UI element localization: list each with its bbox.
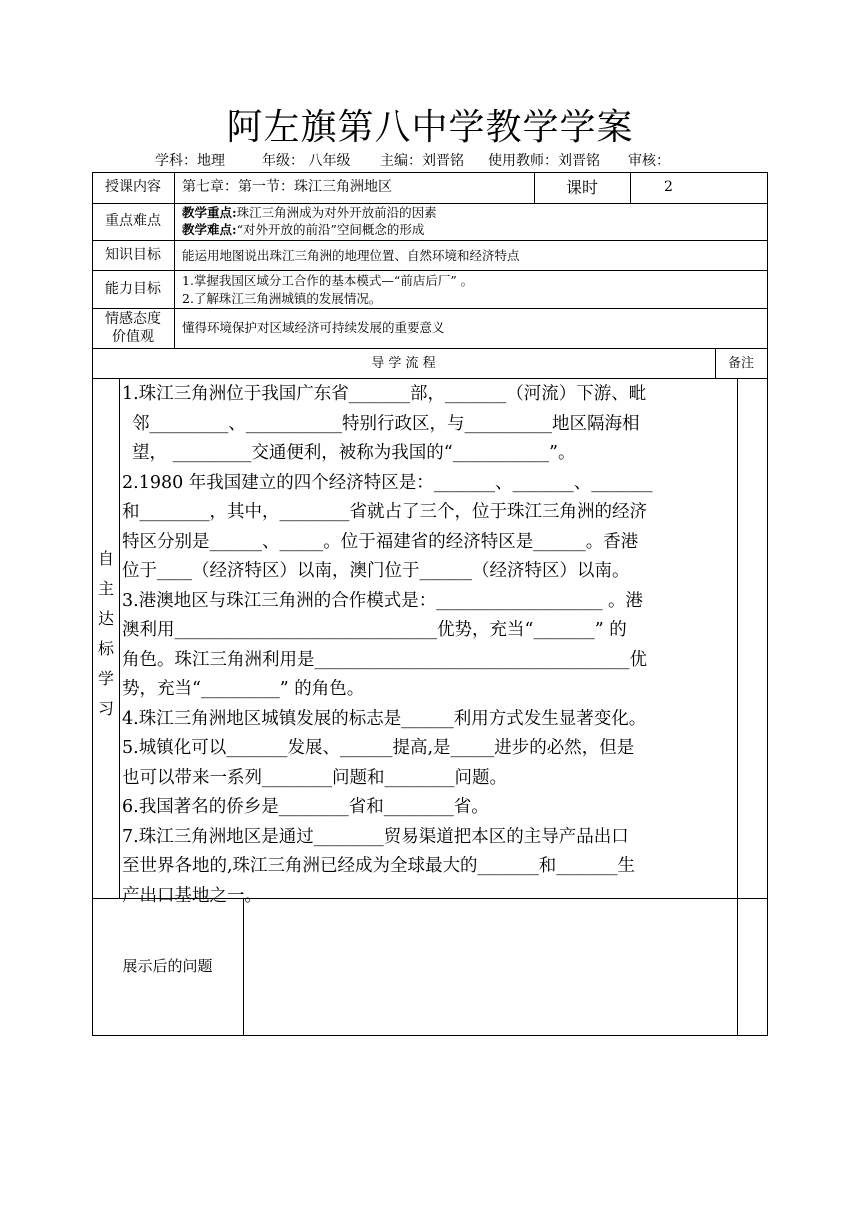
key-difficulty-label: 教学难点: (182, 222, 237, 237)
key-label: 重点难点 (105, 213, 161, 229)
question-line: 2.1980 年我国建立的四个经济特区是：_______、_______、_______ (122, 472, 653, 493)
side-char: 自 (97, 549, 114, 568)
question-line: 3.港澳地区与珠江三角洲的合作模式是：___________________ 。港 (122, 590, 644, 611)
question-line: 望， _________交通便利，被称为我国的“___________”。 (132, 443, 576, 463)
lesson-plan-table (92, 172, 768, 1036)
question-line: 澳利用______________________________优势，充当“_______” 的 (122, 620, 627, 640)
knowledge-text: 能运用地图说出珠江三角洲的地理位置、自然环境和经济特点 (182, 248, 520, 263)
key-focus-text: 珠江三角洲成为对外开放前沿的因素 (236, 205, 437, 220)
remarks-label: 备注 (727, 356, 754, 371)
problems-label: 展示后的问题 (122, 957, 213, 975)
key-difficulty (182, 221, 762, 238)
attitude-label-2: 价值观 (112, 329, 154, 345)
content-value: 第七章：第一节：珠江三角洲地区 (182, 179, 392, 195)
attitude-text: 懂得环境保护对区域经济可持续发展的重要意义 (182, 320, 445, 335)
meta-subject: 学科：地理 (155, 153, 225, 169)
question-line: 势，充当“_________” 的角色。 (122, 679, 365, 699)
ability-item-1: 1.掌握我国区域分工合作的基本模式—“前店后厂” 。 (182, 273, 474, 288)
page-title: 阿左旗第八中学教学学案 (226, 107, 634, 148)
ability-label: 能力目标 (105, 281, 161, 297)
hours-value: 2 (664, 179, 673, 195)
content-label: 授课内容 (105, 179, 161, 195)
side-char: 标 (97, 639, 114, 658)
meta-teacher: 使用教师：刘晋铭 (488, 153, 600, 169)
side-char: 习 (97, 699, 114, 718)
flow-label: 导 学 流 程 (371, 356, 436, 371)
key-difficulty-text: “对外开放的前沿”空间概念的形成 (236, 222, 425, 237)
question-line: 角色。珠江三角洲利用是____________________________________优 (122, 649, 647, 670)
question-line: 邻_________、___________特别行政区，与__________地区隔海相 (132, 413, 640, 434)
ability-item-2: 2.了解珠江三角洲城镇的发展情况。 (182, 291, 382, 306)
side-char: 主 (97, 579, 114, 598)
question-line: 6.我国著名的侨乡是________省和________省。 (122, 797, 489, 817)
question-line: 产出口基地之一。 (122, 885, 262, 906)
question-line: 位于____（经济特区）以南，澳门位于______（经济特区）以南。 (122, 561, 630, 581)
meta-grade: 年级： 八年级 (262, 153, 351, 169)
key-focus (182, 204, 762, 221)
attitude-label-1: 情感态度 (105, 311, 161, 327)
key-focus-label: 教学重点: (182, 205, 237, 220)
meta-editor: 主编：刘晋铭 (380, 153, 464, 169)
side-char: 学 (97, 669, 114, 688)
side-char: 达 (97, 609, 114, 628)
question-line: 和________，其中，________省就占了三个，位于珠江三角洲的经济 (122, 502, 647, 522)
side-label (96, 544, 116, 724)
question-line: 7.珠江三角洲地区是通过________贸易渠道把本区的主导产品出口 (122, 826, 629, 847)
question-line: 至世界各地的,珠江三角洲已经成为全球最大的_______和_______生 (122, 856, 636, 876)
question-line: 也可以带来一系列________问题和________问题。 (122, 767, 507, 788)
question-line: 4.珠江三角洲地区城镇发展的标志是______利用方式发生显著变化。 (122, 708, 647, 729)
questions-block (122, 380, 730, 911)
question-line: 5.城镇化可以_______发展、______提高,是_____进步的必然，但是 (122, 738, 635, 758)
meta-review: 审核： (628, 153, 670, 169)
knowledge-label: 知识目标 (105, 247, 161, 263)
question-line: 特区分别是______、_____。位于福建省的经济特区是______。香港 (122, 531, 639, 552)
question-line: 1.珠江三角洲位于我国广东省_______部，_______（河流）下游、毗 (122, 384, 647, 404)
hours-label: 课时 (565, 178, 598, 197)
problems-area (244, 899, 737, 1035)
